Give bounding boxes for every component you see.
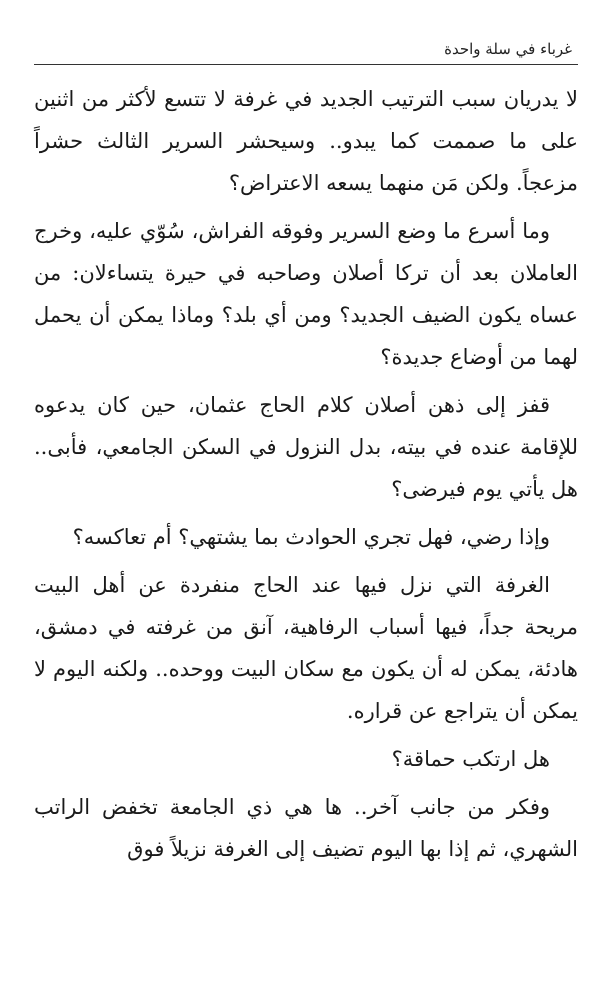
paragraph: وإذا رضي، فهل تجري الحوادث بما يشتهي؟ أم تعاكسه؟: [72, 525, 550, 549]
paragraph: وما أسرع ما وضع السرير وفوقه الفراش، سُوّي عليه، وخرج العاملان بعد أن تركا أصلان وصاحبه في حيرة يتساءلان: من عساه يكون الضيف الجديد؟ ومن أي بلد؟ وماذا يمكن أن يحمل لهما من أوضاع جديدة؟: [34, 219, 578, 369]
paragraph: قفز إلى ذهن أصلان كلام الحاج عثمان، حين كان يدعوه للإقامة عنده في بيته، بدل النزول في السكن الجامعي، فأبى.. هل يأتي يوم فيرضى؟: [34, 393, 578, 501]
paragraph: الغرفة التي نزل فيها عند الحاج منفردة عن أهل البيت مريحة جداً، فيها أسباب الرفاهية، آنق من غرفته في دمشق، هادئة، يمكن له أن يكون مع سكان البيت ووحده.. ولكنه اليوم لا يمكن أن يتراجع عن قراره.: [34, 573, 578, 723]
running-header: غرباء في سلة واحدة: [444, 40, 572, 58]
page-body: [34, 78, 578, 876]
paragraph: هل ارتكب حماقة؟: [391, 747, 550, 771]
paragraph: وفكر من جانب آخر.. ها هي ذي الجامعة تخفض الراتب الشهري، ثم إذا بها اليوم تضيف إلى الغرفة نزيلاً فوق: [34, 795, 578, 861]
header-divider: [34, 64, 578, 65]
paragraph: لا يدريان سبب الترتيب الجديد في غرفة لا تتسع لأكثر من اثنين على ما صممت كما يبدو.. وسيحشر السرير الثالث حشراً مزعجاً. ولكن مَن منهما يسعه الاعتراض؟: [34, 87, 578, 195]
